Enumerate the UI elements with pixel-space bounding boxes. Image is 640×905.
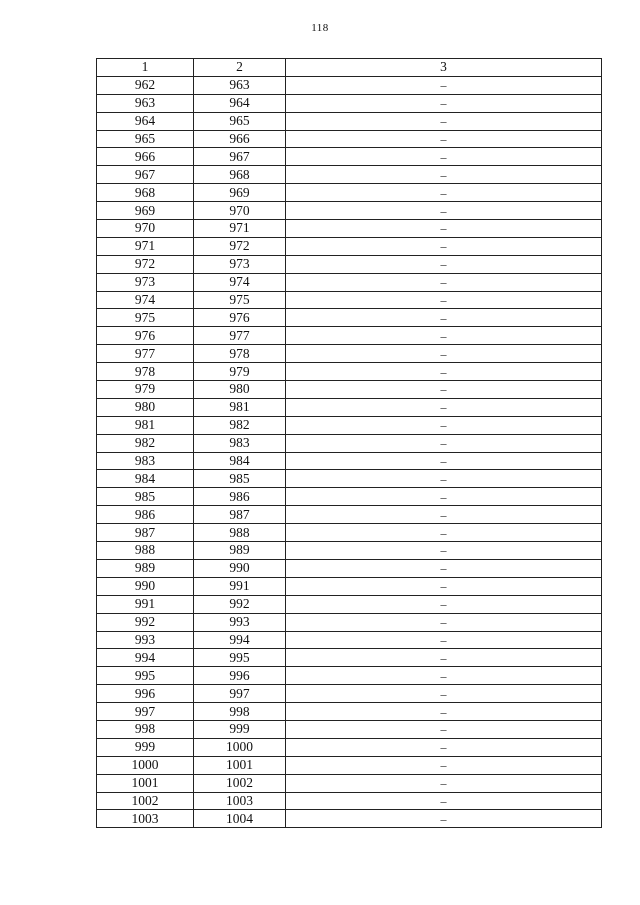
table-cell-col-1: 987 (97, 524, 194, 542)
table-cell-col-1: 964 (97, 112, 194, 130)
table-cell-col-1: 986 (97, 506, 194, 524)
table-cell-col-3: – (286, 703, 602, 721)
table-cell-col-2: 972 (194, 237, 286, 255)
table-cell-col-2: 973 (194, 255, 286, 273)
table-cell-col-2: 964 (194, 94, 286, 112)
table-cell-col-1: 971 (97, 237, 194, 255)
table-cell-col-2: 1002 (194, 774, 286, 792)
table-cell-col-3: – (286, 792, 602, 810)
table-cell-col-3: – (286, 667, 602, 685)
table-cell-col-1: 978 (97, 363, 194, 381)
table-cell-col-3: – (286, 416, 602, 434)
table-cell-col-3: – (286, 559, 602, 577)
table-cell-col-2: 967 (194, 148, 286, 166)
table-cell-col-1: 997 (97, 703, 194, 721)
table-cell-col-2: 1004 (194, 810, 286, 828)
table-cell-col-3: – (286, 184, 602, 202)
table-row (97, 577, 602, 595)
table-row (97, 524, 602, 542)
table-cell-col-3: – (286, 327, 602, 345)
table-row (97, 416, 602, 434)
table-cell-col-1: 977 (97, 345, 194, 363)
table-container (96, 58, 602, 828)
table-cell-col-1: 995 (97, 667, 194, 685)
table-cell-col-3: – (286, 685, 602, 703)
table-cell-col-1: 998 (97, 720, 194, 738)
table-cell-col-2: 998 (194, 703, 286, 721)
table-cell-col-1: 981 (97, 416, 194, 434)
table-cell-col-1: 1001 (97, 774, 194, 792)
column-header-2: 2 (194, 59, 286, 77)
table-cell-col-1: 975 (97, 309, 194, 327)
header-row (97, 59, 602, 77)
table-cell-col-2: 992 (194, 595, 286, 613)
table-cell-col-1: 980 (97, 398, 194, 416)
table-row (97, 166, 602, 184)
table-row (97, 506, 602, 524)
table-cell-col-3: – (286, 649, 602, 667)
table-cell-col-3: – (286, 434, 602, 452)
table-row (97, 255, 602, 273)
table-cell-col-1: 988 (97, 542, 194, 560)
table-row (97, 434, 602, 452)
table-cell-col-2: 989 (194, 542, 286, 560)
table-cell-col-2: 987 (194, 506, 286, 524)
data-table (96, 58, 602, 828)
table-cell-col-3: – (286, 255, 602, 273)
table-cell-col-3: – (286, 452, 602, 470)
table-cell-col-2: 983 (194, 434, 286, 452)
table-row (97, 542, 602, 560)
table-cell-col-2: 974 (194, 273, 286, 291)
table-cell-col-3: – (286, 720, 602, 738)
table-cell-col-2: 993 (194, 613, 286, 631)
table-cell-col-2: 986 (194, 488, 286, 506)
table-cell-col-2: 978 (194, 345, 286, 363)
table-cell-col-3: – (286, 810, 602, 828)
table-row (97, 810, 602, 828)
table-cell-col-1: 979 (97, 381, 194, 399)
column-header-1: 1 (97, 59, 194, 77)
table-cell-col-2: 965 (194, 112, 286, 130)
table-cell-col-1: 966 (97, 148, 194, 166)
page-number: 118 (311, 22, 329, 34)
table-cell-col-2: 963 (194, 76, 286, 94)
table-cell-col-3: – (286, 595, 602, 613)
table-header (97, 59, 602, 77)
table-cell-col-3: – (286, 237, 602, 255)
table-cell-col-2: 997 (194, 685, 286, 703)
table-cell-col-1: 973 (97, 273, 194, 291)
table-row (97, 631, 602, 649)
table-cell-col-3: – (286, 756, 602, 774)
table-row (97, 220, 602, 238)
table-cell-col-2: 995 (194, 649, 286, 667)
table-cell-col-1: 969 (97, 202, 194, 220)
table-cell-col-3: – (286, 345, 602, 363)
table-cell-col-3: – (286, 202, 602, 220)
table-row (97, 792, 602, 810)
table-cell-col-1: 993 (97, 631, 194, 649)
table-cell-col-3: – (286, 148, 602, 166)
table-cell-col-3: – (286, 774, 602, 792)
table-row (97, 398, 602, 416)
table-cell-col-1: 992 (97, 613, 194, 631)
table-cell-col-1: 999 (97, 738, 194, 756)
table-row (97, 291, 602, 309)
table-cell-col-3: – (286, 112, 602, 130)
table-cell-col-2: 1003 (194, 792, 286, 810)
table-cell-col-3: – (286, 631, 602, 649)
table-cell-col-2: 982 (194, 416, 286, 434)
table-cell-col-3: – (286, 220, 602, 238)
table-row (97, 649, 602, 667)
table-row (97, 273, 602, 291)
table-row (97, 470, 602, 488)
table-cell-col-1: 991 (97, 595, 194, 613)
table-row (97, 202, 602, 220)
table-cell-col-3: – (286, 506, 602, 524)
table-row (97, 703, 602, 721)
table-cell-col-2: 1001 (194, 756, 286, 774)
table-row (97, 130, 602, 148)
table-cell-col-3: – (286, 577, 602, 595)
table-cell-col-3: – (286, 76, 602, 94)
table-cell-col-3: – (286, 363, 602, 381)
table-cell-col-3: – (286, 488, 602, 506)
table-cell-col-3: – (286, 273, 602, 291)
table-cell-col-2: 988 (194, 524, 286, 542)
table-cell-col-1: 974 (97, 291, 194, 309)
table-cell-col-2: 966 (194, 130, 286, 148)
table-row (97, 148, 602, 166)
table-row (97, 756, 602, 774)
table-cell-col-1: 965 (97, 130, 194, 148)
table-row (97, 76, 602, 94)
table-row (97, 309, 602, 327)
table-cell-col-3: – (286, 291, 602, 309)
table-cell-col-1: 972 (97, 255, 194, 273)
table-cell-col-1: 968 (97, 184, 194, 202)
table-cell-col-1: 990 (97, 577, 194, 595)
table-cell-col-2: 969 (194, 184, 286, 202)
table-row (97, 774, 602, 792)
table-row (97, 381, 602, 399)
table-cell-col-2: 968 (194, 166, 286, 184)
table-cell-col-1: 1003 (97, 810, 194, 828)
table-cell-col-3: – (286, 542, 602, 560)
table-cell-col-2: 984 (194, 452, 286, 470)
table-row (97, 595, 602, 613)
table-cell-col-2: 996 (194, 667, 286, 685)
table-cell-col-1: 962 (97, 76, 194, 94)
table-cell-col-1: 963 (97, 94, 194, 112)
table-row (97, 738, 602, 756)
table-row (97, 452, 602, 470)
table-cell-col-1: 1000 (97, 756, 194, 774)
table-cell-col-3: – (286, 94, 602, 112)
table-cell-col-3: – (286, 738, 602, 756)
table-cell-col-2: 985 (194, 470, 286, 488)
table-cell-col-1: 970 (97, 220, 194, 238)
table-row (97, 237, 602, 255)
table-cell-col-2: 981 (194, 398, 286, 416)
table-row (97, 327, 602, 345)
table-body (97, 76, 602, 827)
table-row (97, 363, 602, 381)
column-header-3: 3 (286, 59, 602, 77)
table-row (97, 559, 602, 577)
table-cell-col-3: – (286, 470, 602, 488)
table-row (97, 94, 602, 112)
table-cell-col-2: 994 (194, 631, 286, 649)
table-row (97, 112, 602, 130)
table-cell-col-2: 990 (194, 559, 286, 577)
table-row (97, 613, 602, 631)
table-cell-col-2: 975 (194, 291, 286, 309)
table-cell-col-1: 996 (97, 685, 194, 703)
table-cell-col-3: – (286, 309, 602, 327)
table-row (97, 184, 602, 202)
table-row (97, 720, 602, 738)
table-row (97, 685, 602, 703)
table-cell-col-1: 994 (97, 649, 194, 667)
table-row (97, 345, 602, 363)
table-cell-col-2: 971 (194, 220, 286, 238)
table-cell-col-2: 970 (194, 202, 286, 220)
table-cell-col-1: 1002 (97, 792, 194, 810)
table-row (97, 667, 602, 685)
table-cell-col-3: – (286, 166, 602, 184)
table-cell-col-3: – (286, 130, 602, 148)
table-cell-col-2: 999 (194, 720, 286, 738)
table-cell-col-3: – (286, 613, 602, 631)
table-cell-col-1: 967 (97, 166, 194, 184)
table-cell-col-2: 980 (194, 381, 286, 399)
table-row (97, 488, 602, 506)
table-cell-col-1: 976 (97, 327, 194, 345)
table-cell-col-3: – (286, 398, 602, 416)
table-cell-col-3: – (286, 524, 602, 542)
table-cell-col-2: 991 (194, 577, 286, 595)
table-cell-col-1: 985 (97, 488, 194, 506)
table-cell-col-2: 1000 (194, 738, 286, 756)
table-cell-col-2: 976 (194, 309, 286, 327)
table-cell-col-3: – (286, 381, 602, 399)
table-cell-col-1: 989 (97, 559, 194, 577)
table-cell-col-1: 983 (97, 452, 194, 470)
table-cell-col-2: 977 (194, 327, 286, 345)
table-cell-col-1: 982 (97, 434, 194, 452)
table-cell-col-2: 979 (194, 363, 286, 381)
table-cell-col-1: 984 (97, 470, 194, 488)
